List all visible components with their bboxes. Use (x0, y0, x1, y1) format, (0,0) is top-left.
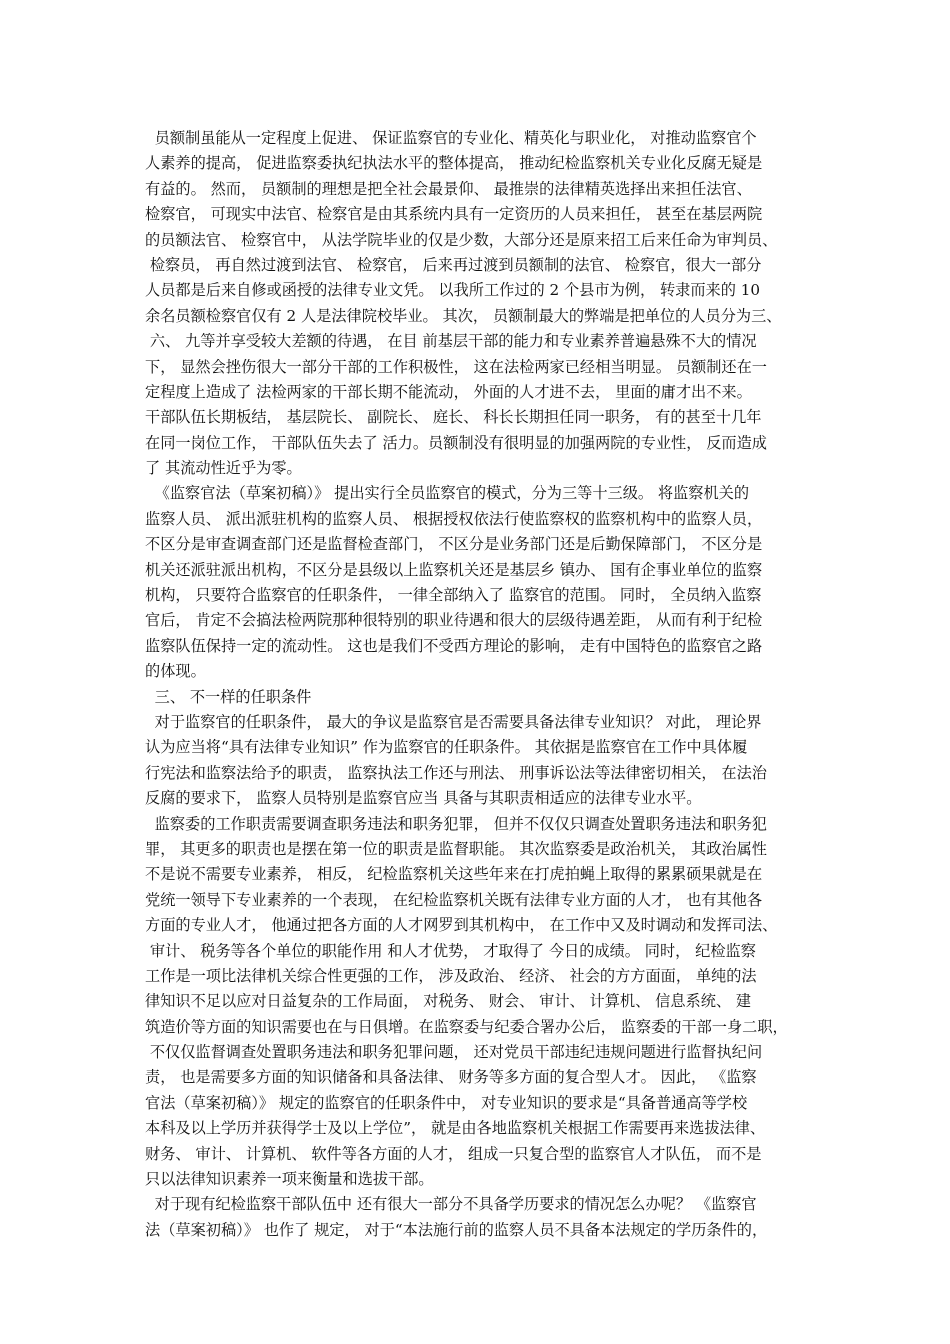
text-line: 的体现。 (145, 662, 206, 681)
text-line: 定程度上造成了 法检两家的干部长期不能流动， 外面的人才进不去， 里面的庸才出不来。 (145, 382, 752, 401)
text-line: 有益的。 然而， 员额制的理想是把全社会最景仰、 最推崇的法律精英选择出来担任法官、 (145, 179, 752, 198)
text-line: 机关还派驻派出机构，不区分是县级以上监察机关还是基层乡 镇办、 国有企事业单位的监察 (145, 560, 763, 579)
text-line: 财务、 审计、 计算机、 软件等各方面的人才， 组成一只复合型的监察官人才队伍， 而不是 (145, 1144, 762, 1163)
text-line: 律知识不足以应对日益复杂的工作局面， 对税务、 财会、 审计、 计算机、 信息系统、 建 (145, 992, 752, 1011)
text-line: 不仅仅监督调查处置职务违法和职务犯罪问题， 还对党员干部违纪违规问题进行监督执纪问 (145, 1043, 763, 1062)
text-line: 认为应当将“具有法律专业知识” 作为监察官的任职条件。 其依据是监察官在工作中具体履 (145, 738, 748, 757)
text-line: 官法（草案初稿）》 规定的监察官的任职条件中， 对专业知识的要求是“具备普通高等学校 (145, 1093, 748, 1112)
text-line: 本科及以上学历并获得学士及以上学位”， 就是由各地监察机关根据工作需要再来选拔法律、 (145, 1119, 766, 1138)
text-line: 下， 显然会挫伤很大一部分干部的工作积极性， 这在法检两家已经相当明显。 员额制还在一 (145, 357, 767, 376)
text-line: 方面的专业人才， 他通过把各方面的人才网罗到其机构中， 在工作中又及时调动和发挥司法、 (145, 916, 778, 935)
text-line: 责， 也是需要多方面的知识储备和具备法律、 财务等多方面的复合型人才。 因此， 《监察 (145, 1068, 757, 1087)
text-line: 对于监察官的任职条件， 最大的争议是监察官是否需要具备法律专业知识？ 对此， 理论界 (145, 712, 762, 731)
text-line: 的员额法官、 检察官中， 从法学院毕业的仅是少数，大部分还是原来招工后来任命为审判员、 (145, 230, 778, 249)
text-line: 罪， 其更多的职责也是摆在第一位的职责是监督职能。 其次监察委是政治机关， 其政治属性 (145, 839, 767, 858)
document-body (145, 126, 825, 1243)
text-line: 监察委的工作职责需要调查职务违法和职务犯罪， 但并不仅仅只调查处置职务违法和职务犯 (145, 814, 767, 833)
text-line: 《监察官法（草案初稿）》 提出实行全员监察官的模式，分为三等十三级。 将监察机关的 (145, 484, 750, 503)
text-line: 工作是一项比法律机关综合性更强的工作， 涉及政治、 经济、 社会的方方面面， 单纯的法 (145, 966, 757, 985)
text-line: 不是说不需要专业素养， 相反， 纪检监察机关这些年来在打虎拍蝇上取得的累累硕果就是在 (145, 865, 763, 884)
text-line: 官后， 肯定不会搞法检两院那种很特别的职业待遇和很大的层级待遇差距， 从而有利于纪检 (145, 611, 763, 630)
text-line: 员额制虽能从一定程度上促进、 保证监察官的专业化、精英化与职业化， 对推动监察官个 (145, 129, 757, 147)
text-line: 人素养的提高， 促进监察委执纪执法水平的整体提高， 推动纪检监察机关专业化反腐无疑是 (145, 154, 763, 173)
text-line: 机构， 只要符合监察官的任职条件， 一律全部纳入了 监察官的范围。 同时， 全员纳入监察 (145, 586, 762, 605)
text-line: 反腐的要求下， 监察人员特别是监察官应当 具备与其职责相适应的法律专业水平。 (145, 789, 702, 808)
text-line: 监察人员、 派出派驻机构的监察人员、 根据授权依法行使监察权的监察机构中的监察人员， (145, 509, 763, 528)
text-line: 行宪法和监察法给予的职责， 监察执法工作还与刑法、 刑事诉讼法等法律密切相关， 在法治 (145, 763, 767, 782)
text-line: 监察队伍保持一定的流动性。 这也是我们不受西方理论的影响， 走有中国特色的监察官之路 (145, 636, 763, 655)
text-line: 了 其流动性近乎为零。 (145, 459, 302, 478)
text-lines (145, 126, 825, 1243)
text-line: 在同一岗位工作， 干部队伍失去了 活力。员额制没有很明显的加强两院的专业性， 反而造成 (145, 433, 767, 452)
text-line: 干部队伍长期板结， 基层院长、 副院长、 庭长、 科长长期担任同一职务， 有的甚至十几年 (145, 408, 762, 427)
text-line: 党统一领导下专业素养的一个表现， 在纪检监察机关既有法律专业方面的人才， 也有其他各 (145, 890, 763, 909)
text-line: 法（草案初稿）》 也作了 规定， 对于“本法施行前的监察人员不具备本法规定的学历条件的， (145, 1220, 768, 1239)
text-line: 三、 不一样的任职条件 (145, 687, 312, 706)
text-line: 六、 九等并享受较大差额的待遇， 在目 前基层干部的能力和专业素养普遍悬殊不大的情况 (145, 332, 757, 351)
text-line: 对于现有纪检监察干部队伍中 还有很大一部分不具备学历要求的情况怎么办呢？ 《监察官 (145, 1195, 757, 1214)
text-line: 检察员， 再自然过渡到法官、 检察官， 后来再过渡到员额制的法官、 检察官，很大一部分 (145, 255, 762, 274)
text-line: 审计、 税务等各个单位的职能作用 和人才优势， 才取得了 今日的成绩。 同时， 纪检监察 (145, 941, 756, 960)
text-line: 余名员额检察官仅有 2 人是法律院校毕业。 其次， 员额制最大的弊端是把单位的人员分为三、 (145, 306, 782, 325)
text-line: 检察官， 可现实中法官、检察官是由其系统内具有一定资历的人员来担任， 甚至在基层两院 (145, 205, 763, 224)
text-line: 只以法律知识素养一项来衡量和选拔干部。 (145, 1170, 434, 1189)
text-line: 人员都是后来自修或函授的法律专业文凭。 以我所工作过的 2 个县市为例， 转隶而来的 10 (145, 281, 761, 300)
text-line: 不区分是审查调查部门还是监督检查部门， 不区分是业务部门还是后勤保障部门， 不区分是 (145, 535, 763, 554)
text-line: 筑造价等方面的知识需要也在与日俱增。在监察委与纪委合署办公后， 监察委的干部一身二职， (145, 1017, 788, 1036)
